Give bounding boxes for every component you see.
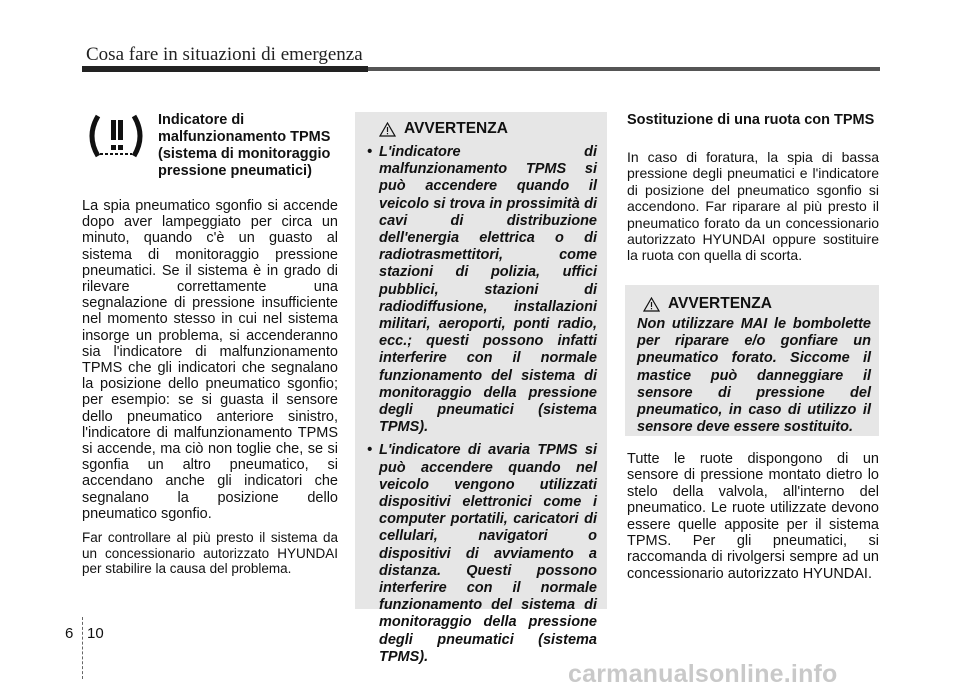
warning-item-text: L'indicatore di malfunzionamento TPMS si può accendere quando il veicolo si trova in prossimità di cavi di distribuzione dell'energia elettrica o di radiotrasmettitori, come stazioni di polizia, uffici pubblici, stazioni di radiodiffusione, installazioni militari, aeroporti, ponti radio, ecc.; questi possono infatti interferire con il normale funzionamento del sistema di monitoraggio della pressione degli pneumatici (sistema TPMS).	[379, 144, 597, 436]
page-number: 10	[87, 625, 104, 642]
warning-triangle-icon	[379, 122, 396, 137]
header-rule-accent	[82, 66, 368, 72]
tire-replacement-heading: Sostituzione di una ruota con TPMS	[627, 112, 875, 128]
warning-list	[367, 144, 597, 666]
warning-title: AVVERTENZA	[668, 295, 772, 312]
tpms-malfunction-paragraph-1: La spia pneumatico sgonfio si accende dopo aver lampeggiato per circa un minuto, quando c'è un guasto al sistema di monitoraggio pressione pneumatici. Se il sistema è in grado di rilevare correttamente una segnalazione di pressione insufficiente nel momento stesso in cui nel sistema insorge un problema, si accenderanno sia l'indicatore di malfunzionamento TPMS che gli indicatori che segnalano la posizione dello pneumatico sgonfio; per esempio: se si guasta il sensore dello pneumatico anteriore sinistro, l'indicatore di malfunzionamento TPMS si accende, ma ciò non toglie che, se si sgonfia un altro pneumatico, si accendano anche gli indicatori che segnalano la posizione dello pneumatico sgonfio.	[82, 198, 338, 522]
tpms-malfunction-paragraph-2: Far controllare al più presto il sistema da un concessionario autorizzato HYUNDAI per stabilire la causa del problema.	[82, 530, 338, 577]
warning-sealant-text: Non utilizzare MAI le bombolette per riparare e/o gonfiare un pneumatico forato. Siccome il mastice può danneggiare il sensore di pressione del pneumatico, in caso di utilizzo il sensore deve essere sostituito.	[637, 316, 871, 436]
warning-list-item: • L'indicatore di malfunzionamento TPMS si può accendere quando il veicolo si trova in prossimità di cavi di distribuzione dell'energia elettrica o di radiotrasmettitori, come stazioni di polizia, uffici pubblici, stazioni di radiodiffusione, installazioni militari, aeroporti, ponti radio, ecc.; questi possono infatti interferire con il normale funzionamento del sistema di monitoraggio della pressione degli pneumatici (sistema TPMS).	[367, 144, 597, 436]
warning-list-item: • L'indicatore di avaria TPMS si può accendere quando nel veicolo vengono utilizzati dispositivi elettronici come i computer portatili, caricatori di cellulari, navigatori o dispositivi di avviamento a distanza. Questi possono interferire con il normale funzionamento del sistema di monitoraggio della pressione degli pneumatici (sistema TPMS).	[367, 442, 597, 665]
warning-heading	[643, 295, 871, 313]
warning-box-tpms-interference	[355, 112, 607, 665]
warning-triangle-icon	[643, 297, 660, 312]
footer-divider	[82, 617, 83, 679]
warning-heading	[379, 120, 597, 138]
page-chapter-number: 6	[65, 625, 74, 642]
tire-replacement-paragraph-2: Tutte le ruote dispongono di un sensore di pressione montato dietro lo stelo della valvola, all'interno del pneumatico. Le ruote utilizzate devono essere quelle apposite per il sistema TPMS. Per gli pneumatici, si raccomanda di rivolgersi sempre ad un concessionario autorizzato HYUNDAI.	[627, 451, 879, 582]
warning-item-text: L'indicatore di avaria TPMS si può accendere quando nel veicolo vengono utilizzati dispositivi elettronici come i computer portatili, caricatori di cellulari, navigatori o dispositivi di avviamento a distanza. Questi possono interferire con il normale funzionamento del sistema di monitoraggio della pressione degli pneumatici (sistema TPMS).	[379, 442, 597, 665]
tire-replacement-paragraph-1: In caso di foratura, la spia di bassa pressione degli pneumatici e l'indicatore di posizione del pneumatico sgonfio si accendono. Far riparare al più presto il pneumatico forato da un concessionario autorizzato HYUNDAI oppure sostituire la ruota con quella di scorta.	[627, 149, 879, 264]
warning-box-sealant	[625, 285, 879, 436]
tpms-malfunction-heading: Indicatore di malfunzionamento TPMS (sistema di monitoraggio pressione pneumatici)	[158, 112, 331, 179]
page-header-title: Cosa fare in situazioni di emergenza	[86, 44, 363, 65]
tpms-warning-lamp-icon	[84, 112, 148, 160]
watermark: carmanualsonline.info	[568, 660, 838, 688]
warning-title: AVVERTENZA	[404, 120, 508, 137]
tpms-malfunction-body	[82, 198, 338, 585]
